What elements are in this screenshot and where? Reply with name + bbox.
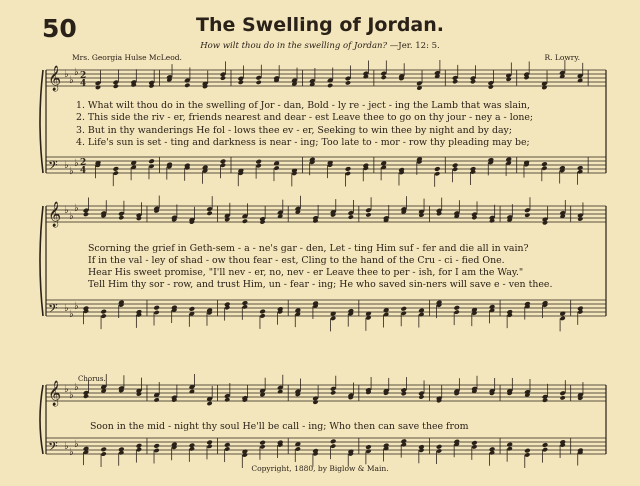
bass-3-note — [524, 448, 531, 454]
treble-1-time-top: 2 — [80, 71, 87, 81]
bass-1-note — [452, 163, 459, 169]
copyright-notice: Copyright, 1880, by Biglow & Main. — [251, 464, 389, 473]
bass-3-note — [224, 442, 231, 448]
bass-2-note — [559, 311, 566, 317]
treble-3-note — [189, 389, 195, 394]
bass-3-note — [542, 447, 548, 452]
bass-1-note — [113, 170, 119, 175]
bass-1-note — [273, 161, 280, 167]
treble-1-note — [345, 80, 351, 85]
bass-2-note — [330, 316, 336, 321]
composer-credit: R. Lowry. — [544, 53, 580, 62]
bass-3-note — [436, 444, 443, 450]
treble-2-flat: ♭ — [64, 205, 69, 216]
bass-3-note — [101, 451, 107, 456]
treble-3-note — [560, 395, 566, 400]
lyric-line-s1-v4: 4. Life's sun is set - ting and darkness is near - ing; Too late to - mor - row thy pleading may be; — [76, 137, 530, 148]
bass-1-note — [220, 163, 226, 168]
bass-3-note — [206, 439, 213, 445]
bass-2-note — [560, 316, 566, 321]
bass-2-note — [153, 305, 160, 311]
bass-3-note — [154, 448, 160, 453]
bass-3-note — [506, 442, 513, 448]
treble-1-flat: ♭ — [69, 75, 74, 86]
bass-2-note — [454, 309, 460, 314]
bass-2-note — [242, 304, 248, 309]
bass-3-note — [365, 444, 372, 450]
lyric-line-s2-v4: Tell Him thy sor - row, and trust Him, un - fear - ing; He who saved sin-ners will save e - ven thee. — [88, 279, 553, 290]
treble-1-note — [506, 77, 512, 82]
bass-1-note — [255, 159, 262, 165]
treble-2-clef: 𝄞 — [48, 202, 62, 227]
bass-3-note — [524, 452, 530, 457]
bass-1-note — [256, 163, 262, 168]
treble-2-note — [83, 212, 89, 217]
bass-3-note — [136, 447, 142, 452]
bass-2-note — [101, 313, 107, 318]
treble-3-note — [418, 394, 424, 399]
treble-1-note — [541, 85, 547, 90]
treble-1-note — [381, 75, 387, 80]
treble-1-clef: 𝄞 — [48, 66, 62, 91]
bass-1-note — [273, 165, 279, 170]
treble-1-time-bottom: 4 — [80, 79, 87, 89]
bass-1-note — [113, 166, 120, 172]
bass-3-note — [471, 444, 477, 449]
treble-1-note — [184, 83, 190, 88]
bass-2-note — [100, 309, 107, 315]
lyric-line-s2-v1: Scorning the grief in Geth-sem - a - ne's gar - den, Let - ting Him suf - fer and die all in vain? — [88, 243, 529, 254]
treble-3-note — [401, 391, 407, 396]
system-brace-1 — [40, 70, 43, 173]
lyric-line-s1-v2: 2. This side the riv - er, friends nearest and dear - est Leave thee to go on thy jour - ney a - lone; — [76, 112, 534, 123]
bass-3-note — [330, 443, 336, 448]
bass-1-note — [434, 171, 440, 176]
bass-1-note — [434, 166, 441, 172]
bass-2-note — [400, 306, 407, 312]
treble-2-flat: ♭ — [69, 211, 74, 222]
treble-3-note — [330, 390, 336, 395]
bass-3-flat: ♭ — [69, 447, 74, 458]
treble-3-note — [154, 397, 160, 402]
treble-3-flat: ♭ — [74, 382, 79, 393]
bass-1-note — [541, 166, 547, 171]
bass-3-flat: ♭ — [74, 439, 79, 450]
treble-3-note — [312, 399, 318, 404]
treble-2-flat: ♭ — [74, 203, 79, 214]
treble-2-note — [348, 214, 354, 219]
bass-3-note — [365, 449, 371, 454]
lyric-line-s1-v3: 3. But in thy wanderings He fol - lows thee ev - er, Seeking to win thee by night and by day; — [76, 125, 512, 136]
lyric-line-s3-v1: Soon in the mid - night thy soul He'll be call - ing; Who then can save thee from — [90, 421, 469, 432]
bass-2-flat: ♭ — [64, 303, 69, 314]
bass-2-flat: ♭ — [74, 301, 79, 312]
treble-1-flat: ♭ — [74, 67, 79, 78]
bass-3-note — [471, 440, 478, 446]
bass-3-note — [153, 443, 160, 449]
bass-2-note — [418, 308, 425, 314]
bass-3-note — [224, 446, 230, 451]
treble-3-flat: ♭ — [64, 384, 69, 395]
bass-3-note — [189, 446, 195, 451]
hymn-number: 50 — [42, 14, 77, 43]
bass-1-time-bottom: 4 — [80, 166, 87, 176]
bass-1-note — [345, 166, 352, 172]
treble-1-note — [327, 83, 333, 88]
bass-2-note — [259, 309, 266, 315]
bass-1-clef: 𝄢 — [48, 158, 58, 176]
bass-1-note — [148, 164, 154, 169]
treble-1-flat: ♭ — [64, 69, 69, 80]
bass-3-note — [295, 446, 301, 451]
treble-1-note — [220, 75, 226, 80]
bass-1-flat: ♭ — [64, 160, 69, 171]
treble-2-note — [242, 219, 248, 224]
bass-1-time-top: 2 — [80, 158, 87, 168]
chorus-label: Chorus. — [78, 375, 106, 383]
treble-2-note — [118, 215, 124, 220]
treble-3-clef: 𝄞 — [48, 381, 62, 406]
bass-1-flat: ♭ — [69, 166, 74, 177]
lyric-line-s1-v1: 1. What wilt thou do in the swelling of Jor - dan, Bold - ly re - ject - ing the Lamb that was slain, — [76, 100, 530, 111]
treble-2-note — [365, 212, 371, 217]
bass-2-clef: 𝄢 — [48, 301, 58, 319]
treble-1-note — [95, 85, 101, 90]
bass-3-note — [259, 444, 265, 449]
bass-1-note — [148, 158, 155, 164]
treble-2-note — [206, 211, 212, 216]
bass-3-note — [259, 440, 266, 446]
bass-3-note — [100, 446, 107, 452]
lyric-line-s2-v3: Hear His sweet promise, "I'll nev - er, no, nev - er Leave thee to per - ish, for I am the Way." — [88, 267, 524, 278]
treble-3-note — [277, 389, 283, 394]
author-credit: Mrs. Georgia Hulse McLeod. — [72, 53, 182, 62]
system-brace-3 — [40, 385, 43, 454]
bass-3-note — [330, 439, 337, 445]
bass-3-flat: ♭ — [64, 441, 69, 452]
bass-2-note — [453, 305, 460, 311]
bass-2-flat: ♭ — [69, 309, 74, 320]
bass-1-note — [452, 167, 458, 172]
treble-2-note — [524, 213, 530, 218]
epigraph-reference: —Jer. 12: 5. — [389, 41, 440, 51]
bass-1-note — [345, 171, 351, 176]
bass-2-note — [401, 311, 407, 316]
treble-1-note — [256, 80, 262, 85]
treble-3-note — [206, 401, 212, 406]
treble-1-note — [488, 84, 494, 89]
system-brace-2 — [40, 206, 43, 316]
bass-3-note — [542, 442, 549, 448]
treble-3-note — [224, 397, 230, 402]
bass-1-note — [541, 161, 548, 167]
bass-3-note — [206, 444, 212, 449]
bass-1-note — [577, 169, 583, 174]
bass-2-note — [259, 313, 265, 318]
bass-3-note — [507, 446, 513, 451]
bass-3-clef: 𝄢 — [48, 439, 58, 457]
treble-3-flat: ♭ — [69, 390, 74, 401]
epigraph-text: How wilt thou do in the swelling of Jordan? — [200, 41, 388, 51]
bass-2-note — [154, 310, 160, 315]
bass-3-note — [436, 448, 442, 453]
treble-1-note — [113, 84, 119, 89]
hymn-title: The Swelling of Jordan. — [196, 14, 444, 36]
treble-1-note — [238, 80, 244, 85]
bass-2-note — [189, 306, 196, 312]
bass-3-note — [242, 452, 248, 457]
treble-1-note — [452, 79, 458, 84]
treble-2-note — [577, 216, 583, 221]
epigraph — [0, 41, 640, 51]
bass-1-flat: ♭ — [74, 158, 79, 169]
lyric-line-s2-v2: If in the val - ley of shad - ow thou fear - est, Cling to the hand of the Cru - ci - fied One. — [88, 255, 505, 266]
